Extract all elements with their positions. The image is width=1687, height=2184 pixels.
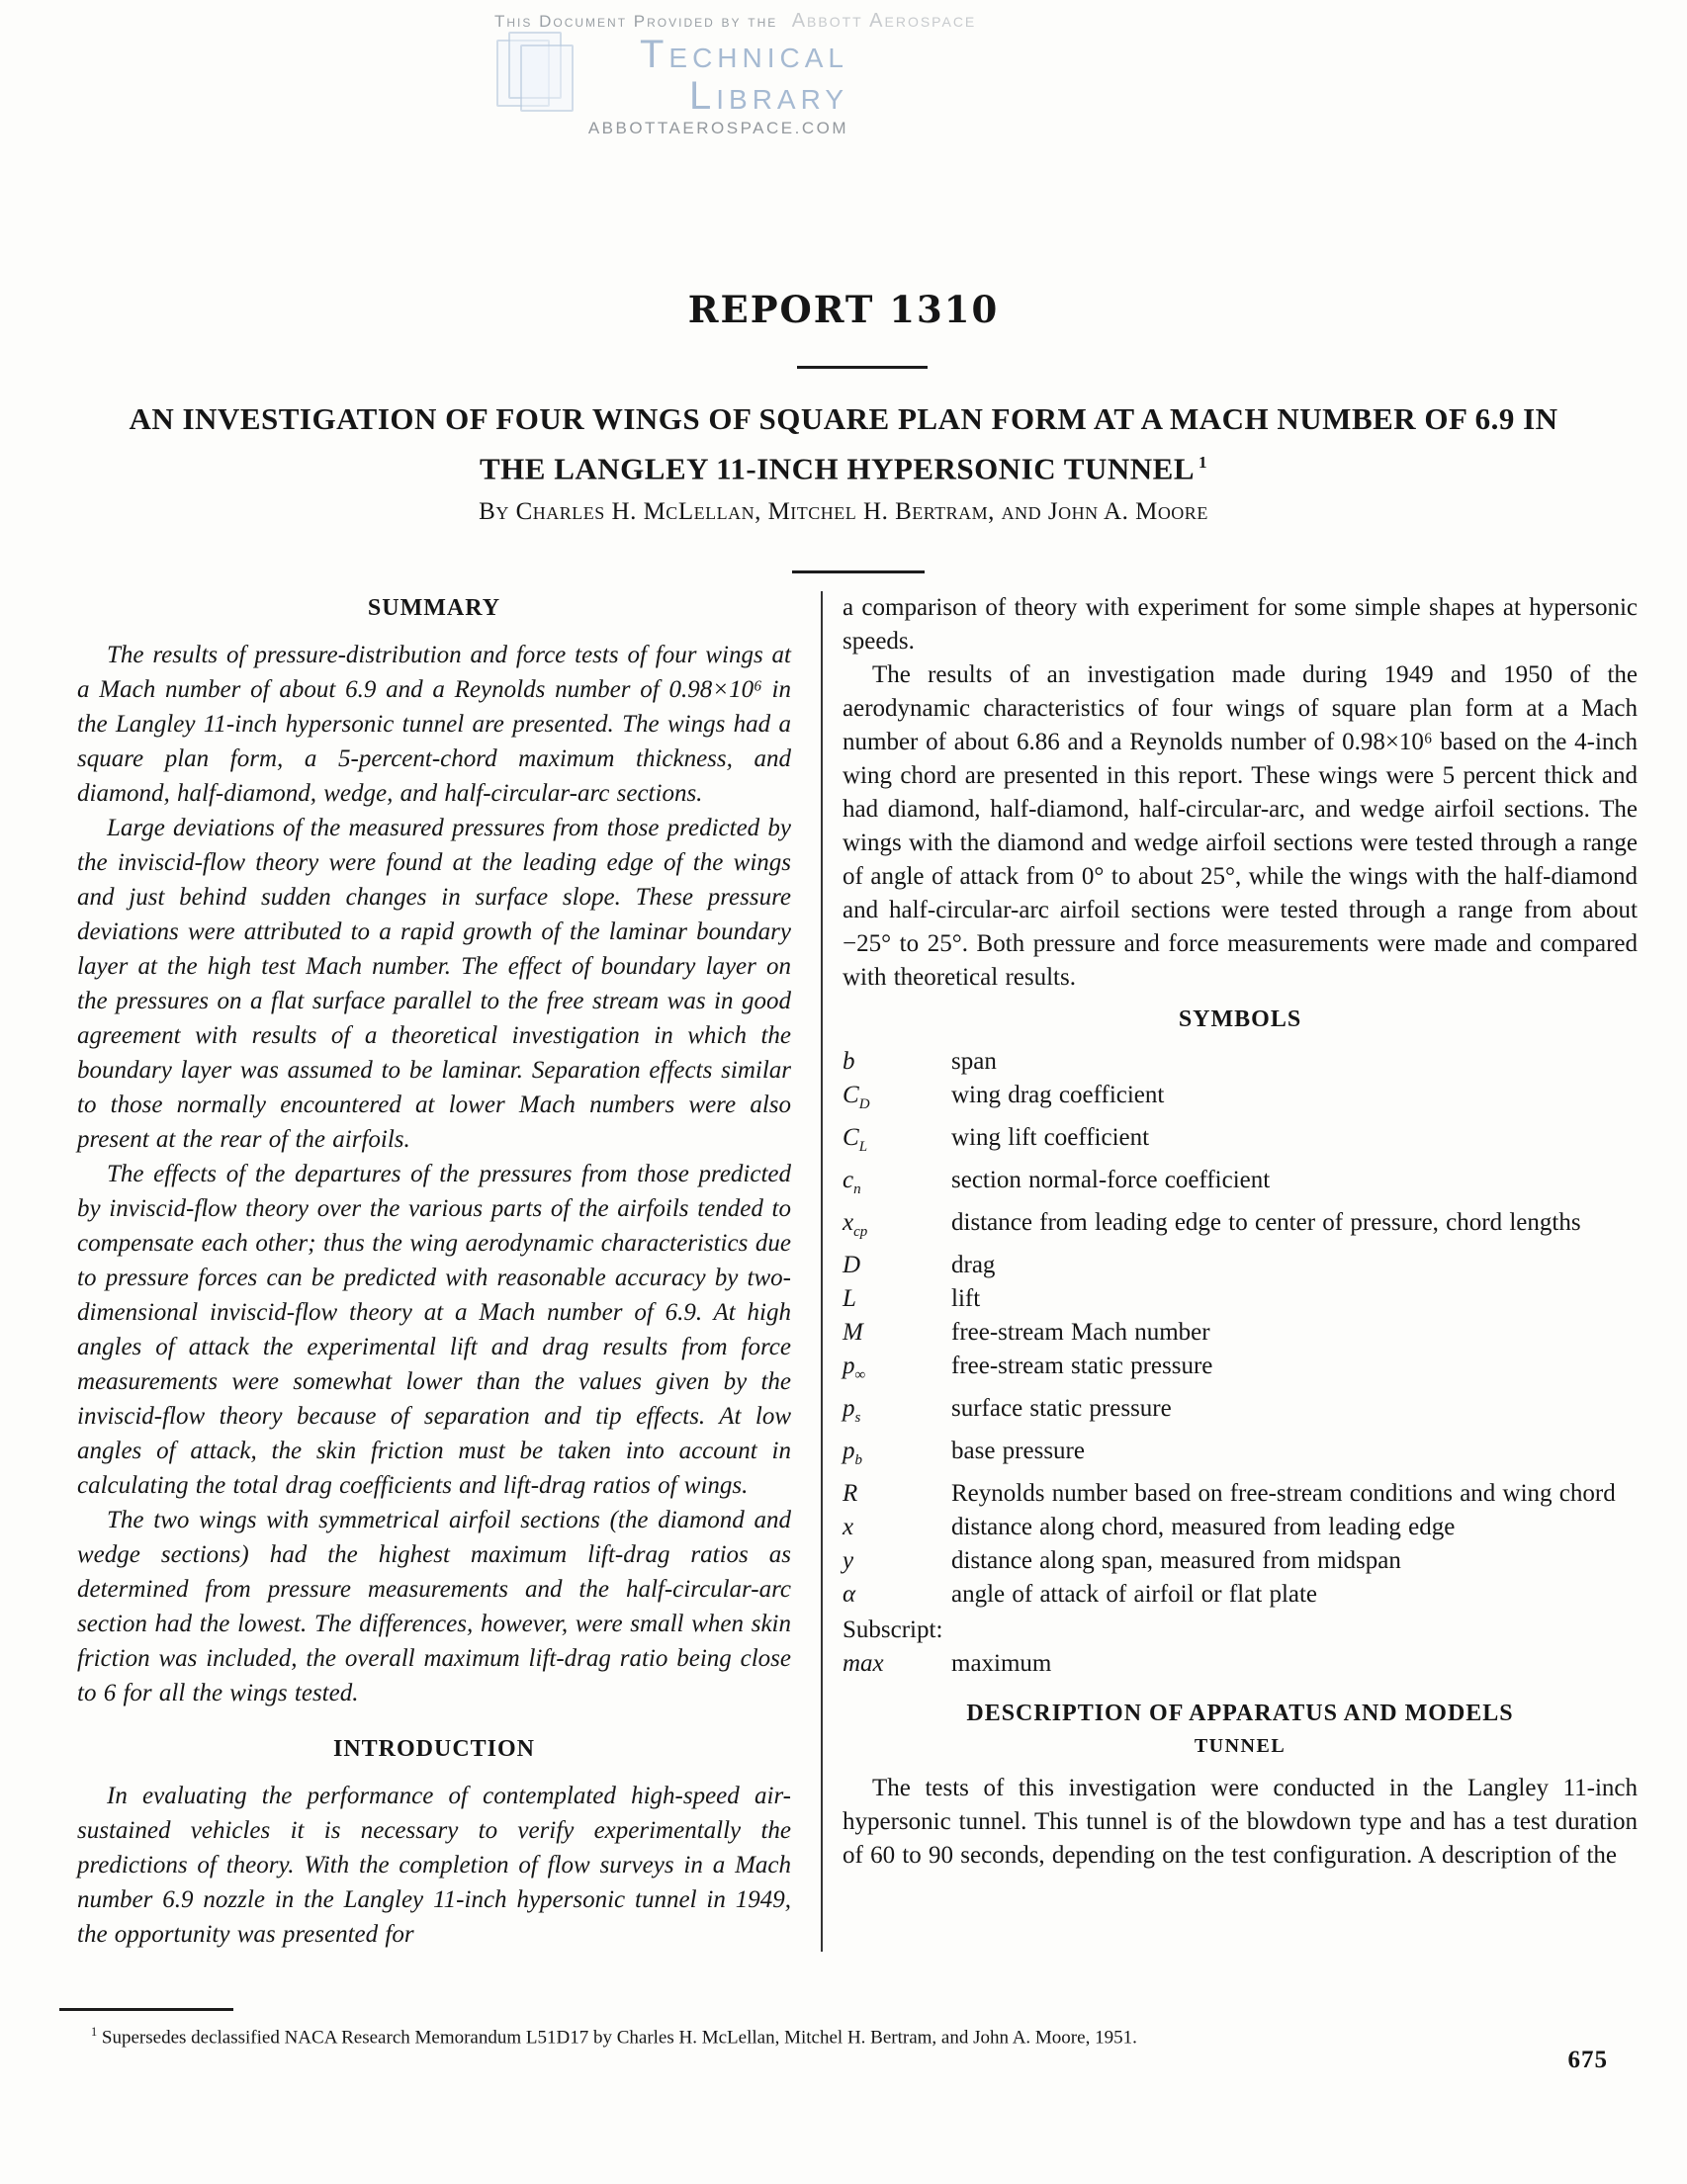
symbol-row <box>843 1164 1638 1206</box>
summary-paragraph-3: The effects of the departures of the pressures from those predicted by inviscid-flow theory over the various parts of the airfoils tended to compensate each other; thus the wing aerodynamic characteristics due to pressure forces can be predicted with reasonable accuracy by two-dimensional inviscid-flow theory at a Mach number of 6.9. At high angles of attack the experimental lift and drag results from force measurements were somewhat lower than the values given by the inviscid-flow theory because of separation and tip effects. At low angles of attack, the skin friction must be taken into account in calculating the total drag coefficients and lift-drag ratios of wings. <box>77 1161 791 1499</box>
symbol-definition: free-stream static pressure <box>951 1353 1213 1379</box>
report-number-rule <box>797 366 928 369</box>
symbol-definition: span <box>951 1048 997 1075</box>
symbol-row <box>843 1435 1638 1477</box>
symbol-definition: maximum <box>951 1650 1052 1677</box>
symbol: $p_s$ <box>843 1395 861 1426</box>
summary-heading: SUMMARY <box>367 595 501 621</box>
continuation-paragraph-1: a comparison of theory with experiment for some simple shapes at hypersonic speeds. <box>843 594 1638 655</box>
symbol-definition: Reynolds number based on free-stream conditions and wing chord <box>951 1480 1616 1507</box>
byline-rule <box>792 570 925 573</box>
symbol-definition: lift <box>951 1285 981 1312</box>
symbol-row <box>843 1578 1638 1612</box>
symbol-row <box>843 1079 1638 1121</box>
symbol: $p_\infty$ <box>843 1353 866 1383</box>
symbol-definition: section normal-force coefficient <box>951 1167 1271 1193</box>
symbols-heading: SYMBOLS <box>1178 1006 1302 1032</box>
symbol: x <box>843 1514 854 1540</box>
symbol-row <box>843 1282 1638 1316</box>
description-heading: DESCRIPTION OF APPARATUS AND MODELS <box>966 1701 1514 1726</box>
symbol: D <box>843 1252 861 1278</box>
summary-paragraph-2: Large deviations of the measured pressures from those predicted by the inviscid-flow theory were found at the leading edge of the wings and just behind sudden changes in surface slope. These pressure deviations were attributed to a rapid growth of the laminar boundary layer at the high test Mach number. The effect of boundary layer on the pressures on a flat surface parallel to the free stream was in good agreement with results of a theoretical investigation in which the boundary layer was assumed to be laminar. Separation effects similar to those normally encountered at lower Mach numbers were also present at the rear of the airfoils. <box>77 815 791 1153</box>
page-number: 675 <box>1567 2047 1608 2073</box>
logo-page-shape <box>520 44 574 112</box>
title-footnote-marker: 1 <box>1199 453 1208 472</box>
symbol-definition: distance along span, measured from midspan <box>951 1547 1401 1574</box>
title-line-2 <box>0 441 1687 490</box>
title-line-2-text: THE LANGLEY 11-INCH HYPERSONIC TUNNEL <box>479 451 1195 486</box>
symbol-row <box>843 1647 1638 1681</box>
subscript-list <box>843 1647 1638 1681</box>
symbol-row <box>843 1511 1638 1544</box>
symbol-definition: base pressure <box>951 1438 1085 1464</box>
subscript-label: Subscript: <box>843 1616 943 1643</box>
symbol: α <box>843 1581 856 1608</box>
symbol-definition: distance from leading edge to center of pressure, chord lengths <box>951 1209 1581 1236</box>
symbol-row <box>843 1392 1638 1435</box>
symbol-row <box>843 1544 1638 1578</box>
symbol: $C_L$ <box>843 1124 868 1155</box>
symbol-row <box>843 1045 1638 1079</box>
report-number: REPORT 1310 <box>687 288 1000 331</box>
summary-paragraph-1: The results of pressure-distribution and force tests of four wings at a Mach number of about 6.9 and a Reynolds number of 0.98×10⁶ in the Langley 11-inch hypersonic tunnel are presented. The wings had a square plan form, a 5-percent-chord maximum thickness, and diamond, half-diamond, wedge, and half-circular-arc sections. <box>77 642 791 807</box>
symbol: b <box>843 1048 855 1075</box>
introduction-paragraph-1: In evaluating the performance of contemplated high-speed air-sustained vehicles it is necessary to verify experimentally the predictions of theory. With the completion of flow surveys in a Mach number 6.9 nozzle in the Langley 11-inch hypersonic tunnel in 1949, the opportunity was presented for <box>77 1783 791 1948</box>
symbol: M <box>843 1319 863 1346</box>
symbol: $p_b$ <box>843 1438 862 1468</box>
watermark-provided-by: This Document Provided by the <box>494 12 778 31</box>
symbol-definition: distance along chord, measured from leading edge <box>951 1514 1456 1540</box>
symbol: $c_n$ <box>843 1167 861 1197</box>
watermark-library-title: Technical Library <box>639 33 848 118</box>
summary-paragraph-4: The two wings with symmetrical airfoil sections (the diamond and wedge sections) had the highest maximum lift-drag ratios as determined from pressure measurements and the half-circular-arc section had the lowest. The differences, however, were small when skin friction was included, the overall maximum lift-drag ratio being close to 6 for all the wings tested. <box>77 1507 791 1706</box>
two-column-body <box>77 591 1638 1952</box>
symbol-row <box>843 1249 1638 1282</box>
symbol-definition: drag <box>951 1252 996 1278</box>
introduction-heading: INTRODUCTION <box>332 1736 536 1762</box>
symbol-row <box>843 1121 1638 1164</box>
symbol: L <box>843 1285 856 1312</box>
footnote-marker: 1 <box>91 2025 98 2039</box>
footnote <box>91 2020 1238 2050</box>
byline: By Charles H. McLellan, Mitchel H. Bertram, and John A. Moore <box>479 498 1208 525</box>
symbol: y <box>843 1547 854 1574</box>
symbol-row <box>843 1316 1638 1350</box>
paper-title <box>0 397 1687 490</box>
symbol-definition: surface static pressure <box>951 1395 1172 1422</box>
symbol-definition: angle of attack of airfoil or flat plate <box>951 1581 1318 1608</box>
symbol: $x_{cp}$ <box>843 1209 868 1240</box>
right-column <box>821 591 1638 1952</box>
abbott-library-logo-icon <box>496 32 579 115</box>
tunnel-heading: TUNNEL <box>1194 1735 1287 1757</box>
symbol-definition: wing drag coefficient <box>951 1082 1165 1108</box>
symbol-row <box>843 1206 1638 1249</box>
symbols-list <box>843 1045 1638 1612</box>
watermark-site-url: ABBOTTAEROSPACE.COM <box>587 119 848 137</box>
body-paragraph-2: The results of an investigation made during 1949 and 1950 of the aerodynamic characteristics of four wings of square plan form at a Mach number of about 6.86 and a Reynolds number of 0.98×10⁶ based on the 4-inch wing chord are presented in this report. These wings were 5 percent thick and had diamond, half-diamond, half-circular-arc, and wedge airfoil sections. The wings with the diamond and wedge airfoil sections were tested through a range of angle of attack from 0° to about 25°, while the wings with the half-diamond and half-circular-arc airfoil sections were tested through a range from about −25° to 25°. Both pressure and force measurements were made and compared with theoretical results. <box>843 661 1638 991</box>
tunnel-paragraph-1: The tests of this investigation were conducted in the Langley 11-inch hypersonic tunnel. This tunnel is of the blowdown type and has a test duration of 60 to 90 seconds, depending on the test configuration. A description of the <box>843 1775 1638 1869</box>
watermark-brand: Abbott Aerospace <box>791 10 977 32</box>
title-line-1: AN INVESTIGATION OF FOUR WINGS OF SQUARE PLAN FORM AT A MACH NUMBER OF 6.9 IN <box>129 401 1558 436</box>
footnote-text: Supersedes declassified NACA Research Memorandum L51D17 by Charles H. McLellan, Mitchel H. Bertram, and John A. Moore, 1951. <box>101 2027 1137 2049</box>
symbol-row <box>843 1477 1638 1511</box>
library-watermark <box>494 10 977 138</box>
symbol-definition: wing lift coefficient <box>951 1124 1150 1151</box>
symbol-row <box>843 1350 1638 1392</box>
symbol: max <box>843 1650 884 1677</box>
symbol-definition: free-stream Mach number <box>951 1319 1210 1346</box>
footnote-rule <box>59 2008 233 2011</box>
left-column <box>77 591 821 1952</box>
symbol: $C_D$ <box>843 1082 870 1112</box>
watermark-line-1 <box>494 10 977 33</box>
symbol: R <box>843 1480 858 1507</box>
